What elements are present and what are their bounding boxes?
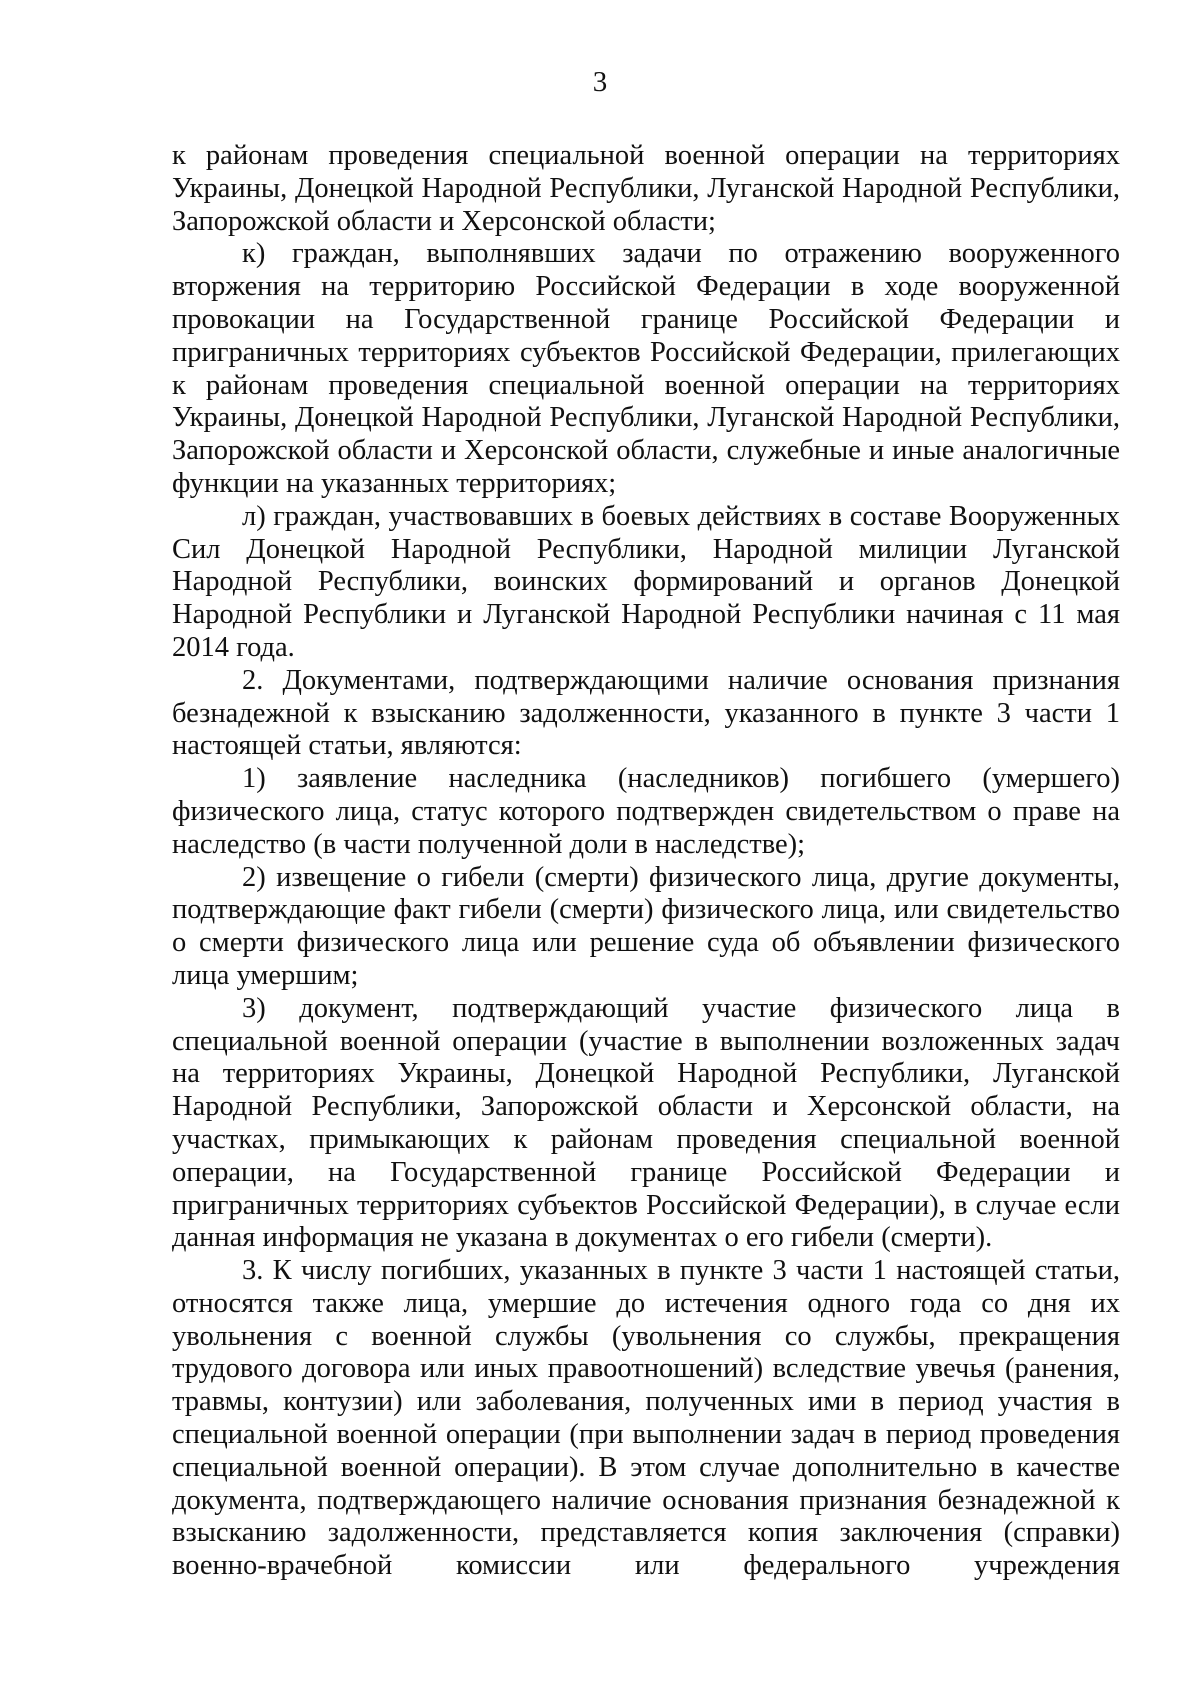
paragraph-subitem-1: 1) заявление наследника (наследников) погибшего (умершего) физического лица, статус которого подтвержден свидетельством о праве на наследство (в части полученной доли в наследстве); bbox=[172, 763, 1120, 860]
paragraph-item-k: к) граждан, выполнявших задачи по отражению вооруженного вторжения на территорию Российской Федерации в ходе вооруженной провокации на Государственной границе Российской Федерации и приграничных территориях субъектов Российской Федерации, прилегающих к районам проведения специальной военной операции на территориях Украины, Донецкой Народной Республики, Луганской Народной Республики, Запорожской области и Херсонской области, служебные и иные аналогичные функции на указанных территориях; bbox=[172, 238, 1120, 499]
paragraph-section-2: 2. Документами, подтверждающими наличие основания признания безнадежной к взысканию задолженности, указанного в пункте 3 части 1 настоящей статьи, являются: bbox=[172, 664, 1120, 762]
paragraph-subitem-3: 3) документ, подтверждающий участие физического лица в специальной военной операции (участие в выполнении возложенных задач на территориях Украины, Донецкой Народной Республики, Луганской Народной Республики, Запорожской области и Херсонской области, на участках, примыкающих к районам проведения специальной военной операции, на Государственной границе Российской Федерации и приграничных территориях субъектов Российской Федерации), в случае если данная информация не указана в документах о его гибели (смерти). bbox=[172, 992, 1120, 1254]
document-body bbox=[172, 140, 1120, 1583]
paragraph-item-l: л) граждан, участвовавших в боевых действиях в составе Вооруженных Сил Донецкой Народной Республики, Народной милиции Луганской Народной Республики, воинских формирований и органов Донецкой Народной Республики и Луганской Народной Республики начиная с 11 мая 2014 года. bbox=[172, 500, 1120, 663]
paragraph-section-3: 3. К числу погибших, указанных в пункте 3 части 1 настоящей статьи, относятся также лица, умершие до истечения одного года со дня их увольнения с военной службы (увольнения со службы, прекращения трудового договора или иных правоотношений) вследствие увечья (ранения, травмы, контузии) или заболевания, полученных ими в период участия в специальной военной операции (при выполнении задач в период проведения специальной военной операции). В этом случае дополнительно в качестве документа, подтверждающего наличие основания признания безнадежной к взысканию задолженности, представляется копия заключения (справки) военно-врачебной комиссии или федерального учреждения bbox=[172, 1255, 1120, 1582]
paragraph-subitem-2: 2) извещение о гибели (смерти) физического лица, другие документы, подтверждающие факт гибели (смерти) физического лица, или свидетельство о смерти физического лица или решение суда об объявлении физического лица умершим; bbox=[172, 861, 1120, 991]
page-number: 3 bbox=[592, 66, 608, 98]
paragraph-continuation: к районам проведения специальной военной операции на территориях Украины, Донецкой Народной Республики, Луганской Народной Республики, Запорожской области и Херсонской области; bbox=[172, 140, 1120, 237]
